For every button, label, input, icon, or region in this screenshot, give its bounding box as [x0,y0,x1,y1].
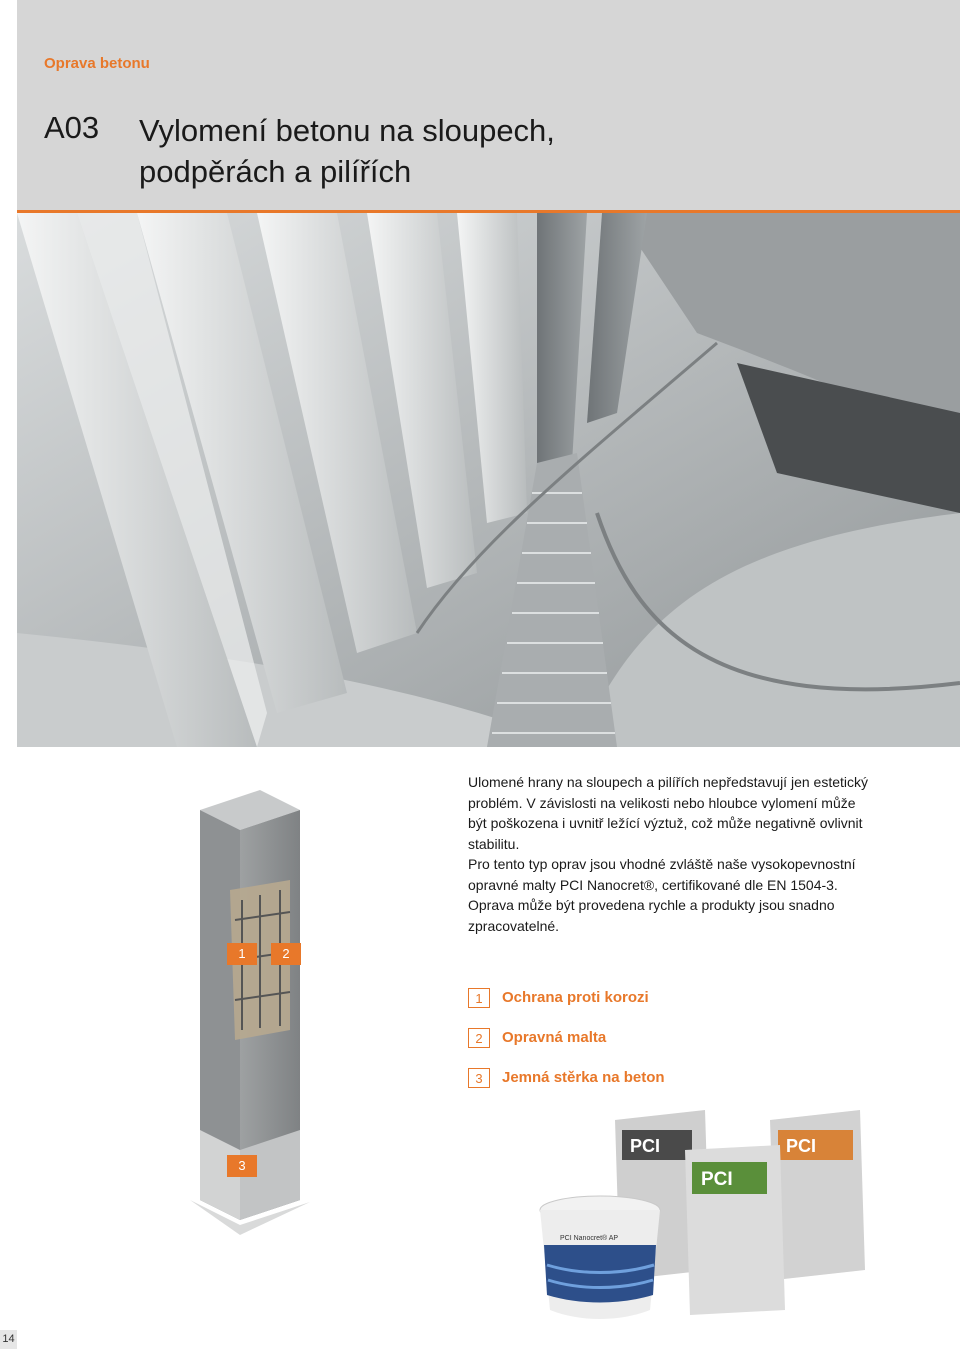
column-repair-illustration [140,790,380,1280]
title-line-1: Vylomení betonu na sloupech, [139,113,555,148]
legend-item [468,1068,888,1090]
product-packaging-image [520,1100,880,1320]
section-label: Oprava betonu [44,55,150,72]
staircase-illustration [17,213,960,747]
title-line-2: podpěrách a pilířích [139,154,412,189]
legend-item [468,1028,888,1050]
page-title [139,110,839,192]
marker-3: 3 [227,1155,257,1177]
hero-photo [17,213,960,747]
bag-1-brand: PCI [630,1136,661,1156]
legend-label: Ochrana proti korozi [502,989,649,1006]
bag-2-brand: PCI [701,1169,733,1190]
marker-2: 2 [271,943,301,965]
bag-3-brand: PCI [786,1136,817,1156]
column-drawing [140,790,380,1280]
legend-number: 2 [468,1028,490,1048]
marker-1: 1 [227,943,257,965]
body-paragraph-2: Pro tento typ oprav jsou vhodné zvláště naše vysokopevnostní opravné malty PCI Nanocret®, certifikované dle EN 1504-3. Oprava může být provedena rychle a produkty jsou snadno zpracovatelné. [468,856,856,934]
legend-number: 3 [468,1068,490,1088]
body-paragraph-1: Ulomené hrany na sloupech a pilířích nepředstavují jen estetický problém. V závislosti na velikosti nebo hloubce vylomení může být poškozena i uvnitř ležící výztuž, což může negativně ovlivnit stabilitu. [468,774,868,852]
legend-label: Opravná malta [502,1029,607,1046]
page-number: 14 [0,1330,17,1349]
chapter-code: A03 [44,110,100,145]
legend-number: 1 [468,988,490,1008]
body-text [468,772,868,936]
legend-label: Jemná stěrka na beton [502,1069,665,1086]
products-drawing [520,1100,880,1320]
bucket-label: PCI Nanocret® AP [560,1235,619,1242]
legend-item [468,988,888,1010]
left-margin [0,0,17,1330]
legend [468,988,888,1108]
page-header [17,0,960,213]
